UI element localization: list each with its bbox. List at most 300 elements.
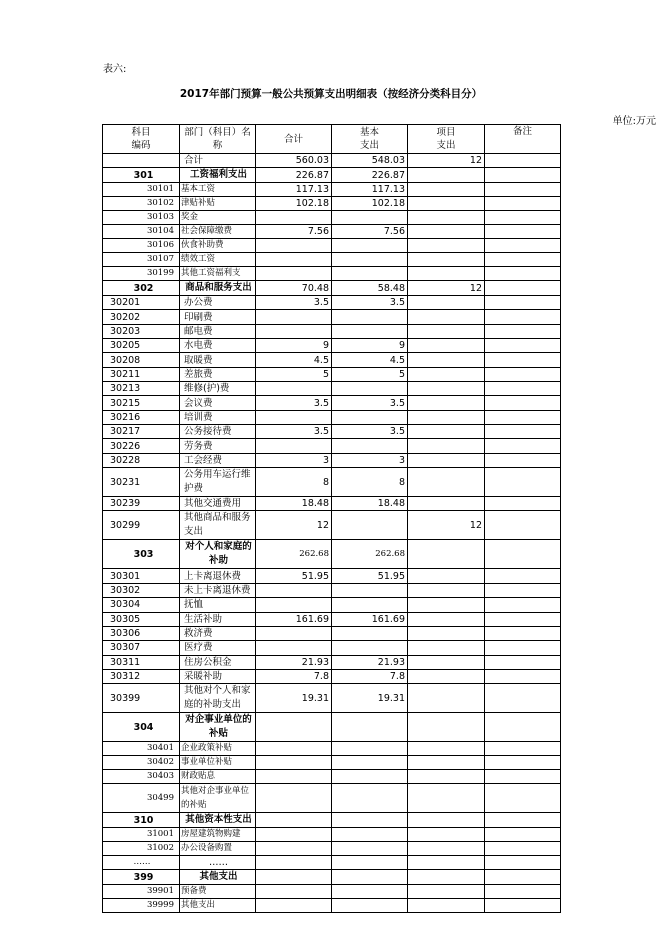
name-cell: 其他对个人和家庭的补助支出 <box>180 684 256 713</box>
table-row <box>103 899 561 913</box>
name-cell: 上卡离退休费 <box>180 569 256 583</box>
project-cell <box>408 453 485 467</box>
total-cell <box>256 813 332 828</box>
note-cell <box>485 583 561 597</box>
table-row <box>103 655 561 669</box>
code-cell: 39901 <box>103 885 180 899</box>
code-cell <box>103 154 180 168</box>
total-cell: 3 <box>256 453 332 467</box>
note-cell <box>485 253 561 267</box>
note-cell <box>485 324 561 338</box>
project-cell <box>408 211 485 225</box>
table-row <box>103 296 561 310</box>
project-cell <box>408 669 485 683</box>
project-cell <box>408 267 485 281</box>
code-cell: 30216 <box>103 410 180 424</box>
table-row <box>103 885 561 899</box>
table-row <box>103 828 561 842</box>
project-cell <box>408 770 485 784</box>
table-row <box>103 183 561 197</box>
total-cell: 161.69 <box>256 612 332 626</box>
code-cell: 30199 <box>103 267 180 281</box>
project-cell <box>408 239 485 253</box>
code-cell: 30239 <box>103 497 180 511</box>
note-cell <box>485 183 561 197</box>
note-cell <box>485 497 561 511</box>
code-cell: 30104 <box>103 225 180 239</box>
name-cell: …… <box>180 856 256 870</box>
basic-cell <box>332 410 408 424</box>
basic-cell <box>332 828 408 842</box>
table-row <box>103 742 561 756</box>
project-cell <box>408 870 485 885</box>
name-cell: 对企事业单位的补贴 <box>180 713 256 742</box>
code-cell: 30208 <box>103 353 180 367</box>
basic-cell: 5 <box>332 367 408 381</box>
project-cell <box>408 396 485 410</box>
total-cell: 8 <box>256 468 332 497</box>
basic-cell <box>332 267 408 281</box>
project-cell <box>408 742 485 756</box>
basic-cell: 7.8 <box>332 669 408 683</box>
name-cell: 未上卡离退休费 <box>180 583 256 597</box>
note-cell <box>485 168 561 183</box>
project-cell <box>408 885 485 899</box>
project-cell <box>408 569 485 583</box>
total-cell <box>256 713 332 742</box>
name-cell: 合计 <box>180 154 256 168</box>
code-cell: 30312 <box>103 669 180 683</box>
code-cell: 30213 <box>103 382 180 396</box>
name-cell: 培训费 <box>180 410 256 424</box>
note-cell <box>485 713 561 742</box>
basic-cell: 8 <box>332 468 408 497</box>
table-row <box>103 813 561 828</box>
project-cell <box>408 439 485 453</box>
note-cell <box>485 870 561 885</box>
header-dept: 部门（科目）名 称 <box>180 125 256 154</box>
table-row <box>103 756 561 770</box>
table-row <box>103 497 561 511</box>
basic-cell <box>332 899 408 913</box>
code-cell: 30311 <box>103 655 180 669</box>
total-cell: 262.68 <box>256 540 332 569</box>
project-cell <box>408 225 485 239</box>
basic-cell: 19.31 <box>332 684 408 713</box>
project-cell <box>408 626 485 640</box>
note-cell <box>485 225 561 239</box>
basic-cell: 3.5 <box>332 425 408 439</box>
basic-cell: 4.5 <box>332 353 408 367</box>
note-cell <box>485 684 561 713</box>
code-cell: 302 <box>103 281 180 296</box>
table-row <box>103 770 561 784</box>
code-cell: 30226 <box>103 439 180 453</box>
table-row <box>103 713 561 742</box>
table-row <box>103 569 561 583</box>
table-row <box>103 310 561 324</box>
basic-cell: 161.69 <box>332 612 408 626</box>
code-cell: 30107 <box>103 253 180 267</box>
note-cell <box>485 367 561 381</box>
unit-label: 单位:万元 <box>612 116 656 127</box>
name-cell: 奖金 <box>180 211 256 225</box>
code-cell: 30215 <box>103 396 180 410</box>
project-cell <box>408 899 485 913</box>
total-cell: 226.87 <box>256 168 332 183</box>
code-cell: 30403 <box>103 770 180 784</box>
code-cell: 30205 <box>103 339 180 353</box>
code-cell: 30399 <box>103 684 180 713</box>
project-cell <box>408 296 485 310</box>
name-cell: 其他工资福利支 <box>180 267 256 281</box>
note-cell <box>485 281 561 296</box>
total-cell <box>256 856 332 870</box>
project-cell <box>408 655 485 669</box>
name-cell: 生活补助 <box>180 612 256 626</box>
basic-cell <box>332 239 408 253</box>
note-cell <box>485 439 561 453</box>
note-cell <box>485 425 561 439</box>
code-cell: 30299 <box>103 511 180 540</box>
table-row <box>103 211 561 225</box>
table-row <box>103 439 561 453</box>
name-cell: 工会经费 <box>180 453 256 467</box>
name-cell: 会议费 <box>180 396 256 410</box>
name-cell: 水电费 <box>180 339 256 353</box>
note-cell <box>485 239 561 253</box>
total-cell <box>256 239 332 253</box>
project-cell <box>408 612 485 626</box>
code-cell: 31001 <box>103 828 180 842</box>
code-cell: 301 <box>103 168 180 183</box>
note-cell <box>485 197 561 211</box>
code-cell: 30211 <box>103 367 180 381</box>
table-row <box>103 324 561 338</box>
total-cell: 51.95 <box>256 569 332 583</box>
note-cell <box>485 813 561 828</box>
project-cell <box>408 540 485 569</box>
total-cell: 560.03 <box>256 154 332 168</box>
note-cell <box>485 856 561 870</box>
name-cell: 维修(护)费 <box>180 382 256 396</box>
basic-cell <box>332 511 408 540</box>
note-cell <box>485 770 561 784</box>
project-cell <box>408 353 485 367</box>
total-cell <box>256 828 332 842</box>
code-cell: 30306 <box>103 626 180 640</box>
total-cell <box>256 410 332 424</box>
name-cell: 伙食补助费 <box>180 239 256 253</box>
name-cell: 取暖费 <box>180 353 256 367</box>
total-cell <box>256 641 332 655</box>
table-row <box>103 468 561 497</box>
name-cell: 财政贴息 <box>180 770 256 784</box>
project-cell <box>408 583 485 597</box>
total-cell <box>256 899 332 913</box>
code-cell: 30499 <box>103 784 180 813</box>
basic-cell <box>332 870 408 885</box>
note-cell <box>485 899 561 913</box>
project-cell <box>408 382 485 396</box>
basic-cell <box>332 382 408 396</box>
note-cell <box>485 453 561 467</box>
basic-cell <box>332 324 408 338</box>
total-cell: 9 <box>256 339 332 353</box>
basic-cell: 58.48 <box>332 281 408 296</box>
budget-table <box>102 124 561 913</box>
note-cell <box>485 569 561 583</box>
name-cell: 印刷费 <box>180 310 256 324</box>
basic-cell <box>332 756 408 770</box>
basic-cell <box>332 784 408 813</box>
total-cell <box>256 382 332 396</box>
code-cell: 30103 <box>103 211 180 225</box>
name-cell: 公务接待费 <box>180 425 256 439</box>
table-row <box>103 856 561 870</box>
total-cell <box>256 583 332 597</box>
basic-cell: 262.68 <box>332 540 408 569</box>
total-cell: 3.5 <box>256 396 332 410</box>
table-row <box>103 197 561 211</box>
table-row <box>103 396 561 410</box>
table-row <box>103 382 561 396</box>
basic-cell: 21.93 <box>332 655 408 669</box>
basic-cell <box>332 856 408 870</box>
basic-cell <box>332 598 408 612</box>
name-cell: 津贴补贴 <box>180 197 256 211</box>
total-cell <box>256 253 332 267</box>
name-cell: 对个人和家庭的补助 <box>180 540 256 569</box>
name-cell: 房屋建筑物购建 <box>180 828 256 842</box>
table-row <box>103 842 561 856</box>
basic-cell <box>332 583 408 597</box>
code-cell: 30201 <box>103 296 180 310</box>
total-cell: 3.5 <box>256 425 332 439</box>
total-cell <box>256 598 332 612</box>
table-row <box>103 253 561 267</box>
table-row <box>103 598 561 612</box>
basic-cell <box>332 713 408 742</box>
code-cell: 30301 <box>103 569 180 583</box>
total-cell: 7.8 <box>256 669 332 683</box>
table-row <box>103 339 561 353</box>
code-cell: 30305 <box>103 612 180 626</box>
note-cell <box>485 842 561 856</box>
project-cell <box>408 310 485 324</box>
code-cell: 303 <box>103 540 180 569</box>
note-cell <box>485 511 561 540</box>
code-cell: 304 <box>103 713 180 742</box>
project-cell <box>408 842 485 856</box>
basic-cell <box>332 813 408 828</box>
project-cell <box>408 197 485 211</box>
table-row <box>103 367 561 381</box>
code-cell: 30102 <box>103 197 180 211</box>
code-cell: 31002 <box>103 842 180 856</box>
table-row <box>103 168 561 183</box>
table-row <box>103 511 561 540</box>
total-cell <box>256 842 332 856</box>
note-cell <box>485 885 561 899</box>
total-cell <box>256 439 332 453</box>
header-total: 合计 <box>256 125 332 154</box>
note-cell <box>485 468 561 497</box>
total-cell: 5 <box>256 367 332 381</box>
total-cell <box>256 742 332 756</box>
note-cell <box>485 641 561 655</box>
name-cell: 其他支出 <box>180 870 256 885</box>
code-cell: 30231 <box>103 468 180 497</box>
code-cell: …… <box>103 856 180 870</box>
note-cell <box>485 669 561 683</box>
basic-cell: 117.13 <box>332 183 408 197</box>
name-cell: 其他商品和服务支出 <box>180 511 256 540</box>
project-cell <box>408 641 485 655</box>
note-cell <box>485 612 561 626</box>
note-cell <box>485 410 561 424</box>
note-cell <box>485 598 561 612</box>
basic-cell <box>332 626 408 640</box>
note-cell <box>485 339 561 353</box>
table-row <box>103 281 561 296</box>
name-cell: 其他交通费用 <box>180 497 256 511</box>
basic-cell: 3 <box>332 453 408 467</box>
table-row <box>103 154 561 168</box>
code-cell: 30307 <box>103 641 180 655</box>
code-cell: 310 <box>103 813 180 828</box>
table-row <box>103 641 561 655</box>
table-row <box>103 225 561 239</box>
code-cell: 30228 <box>103 453 180 467</box>
project-cell <box>408 497 485 511</box>
total-cell <box>256 267 332 281</box>
basic-cell <box>332 310 408 324</box>
project-cell <box>408 856 485 870</box>
note-cell <box>485 742 561 756</box>
note-cell <box>485 396 561 410</box>
total-cell <box>256 626 332 640</box>
code-cell: 30101 <box>103 183 180 197</box>
table-row <box>103 612 561 626</box>
table-row <box>103 239 561 253</box>
name-cell: 绩效工资 <box>180 253 256 267</box>
project-cell: 12 <box>408 511 485 540</box>
basic-cell <box>332 253 408 267</box>
total-cell: 117.13 <box>256 183 332 197</box>
basic-cell <box>332 842 408 856</box>
table-number-label: 表六: <box>103 64 127 75</box>
total-cell: 7.56 <box>256 225 332 239</box>
basic-cell: 3.5 <box>332 296 408 310</box>
project-cell <box>408 828 485 842</box>
code-cell: 30302 <box>103 583 180 597</box>
project-cell <box>408 410 485 424</box>
page-title: 2017年部门预算一般公共预算支出明细表（按经济分类科目分） <box>179 88 483 100</box>
code-cell: 30203 <box>103 324 180 338</box>
name-cell: 基本工资 <box>180 183 256 197</box>
basic-cell <box>332 439 408 453</box>
basic-cell: 51.95 <box>332 569 408 583</box>
note-cell <box>485 211 561 225</box>
project-cell <box>408 183 485 197</box>
name-cell: 其他对企事业单位的补贴 <box>180 784 256 813</box>
project-cell <box>408 684 485 713</box>
name-cell: 医疗费 <box>180 641 256 655</box>
note-cell <box>485 296 561 310</box>
note-cell <box>485 267 561 281</box>
name-cell: 其他资本性支出 <box>180 813 256 828</box>
total-cell <box>256 770 332 784</box>
note-cell <box>485 626 561 640</box>
name-cell: 社会保障缴费 <box>180 225 256 239</box>
project-cell <box>408 339 485 353</box>
total-cell <box>256 756 332 770</box>
total-cell: 3.5 <box>256 296 332 310</box>
name-cell: 企业政策补贴 <box>180 742 256 756</box>
name-cell: 救济费 <box>180 626 256 640</box>
project-cell <box>408 756 485 770</box>
table-row <box>103 870 561 885</box>
code-cell: 30402 <box>103 756 180 770</box>
name-cell: 其他支出 <box>180 899 256 913</box>
note-cell <box>485 756 561 770</box>
table-row <box>103 626 561 640</box>
total-cell: 18.48 <box>256 497 332 511</box>
table-row <box>103 425 561 439</box>
name-cell: 劳务费 <box>180 439 256 453</box>
note-cell <box>485 828 561 842</box>
header-note: 备注 <box>485 125 561 154</box>
total-cell <box>256 870 332 885</box>
project-cell <box>408 253 485 267</box>
total-cell <box>256 324 332 338</box>
project-cell <box>408 425 485 439</box>
total-cell: 102.18 <box>256 197 332 211</box>
project-cell: 12 <box>408 281 485 296</box>
name-cell: 邮电费 <box>180 324 256 338</box>
name-cell: 办公设备购置 <box>180 842 256 856</box>
table-row <box>103 353 561 367</box>
basic-cell: 548.03 <box>332 154 408 168</box>
name-cell: 办公费 <box>180 296 256 310</box>
name-cell: 住房公积金 <box>180 655 256 669</box>
project-cell <box>408 324 485 338</box>
basic-cell: 7.56 <box>332 225 408 239</box>
basic-cell: 18.48 <box>332 497 408 511</box>
basic-cell <box>332 770 408 784</box>
note-cell <box>485 784 561 813</box>
code-cell: 39999 <box>103 899 180 913</box>
table-row <box>103 453 561 467</box>
table-row <box>103 410 561 424</box>
project-cell <box>408 367 485 381</box>
note-cell <box>485 540 561 569</box>
code-cell: 30217 <box>103 425 180 439</box>
table-row <box>103 669 561 683</box>
total-cell: 4.5 <box>256 353 332 367</box>
header-project: 项目 支出 <box>408 125 485 154</box>
table-row <box>103 784 561 813</box>
basic-cell <box>332 211 408 225</box>
project-cell <box>408 168 485 183</box>
code-cell: 30304 <box>103 598 180 612</box>
total-cell: 21.93 <box>256 655 332 669</box>
code-cell: 30202 <box>103 310 180 324</box>
basic-cell <box>332 742 408 756</box>
name-cell: 差旅费 <box>180 367 256 381</box>
name-cell: 预备费 <box>180 885 256 899</box>
